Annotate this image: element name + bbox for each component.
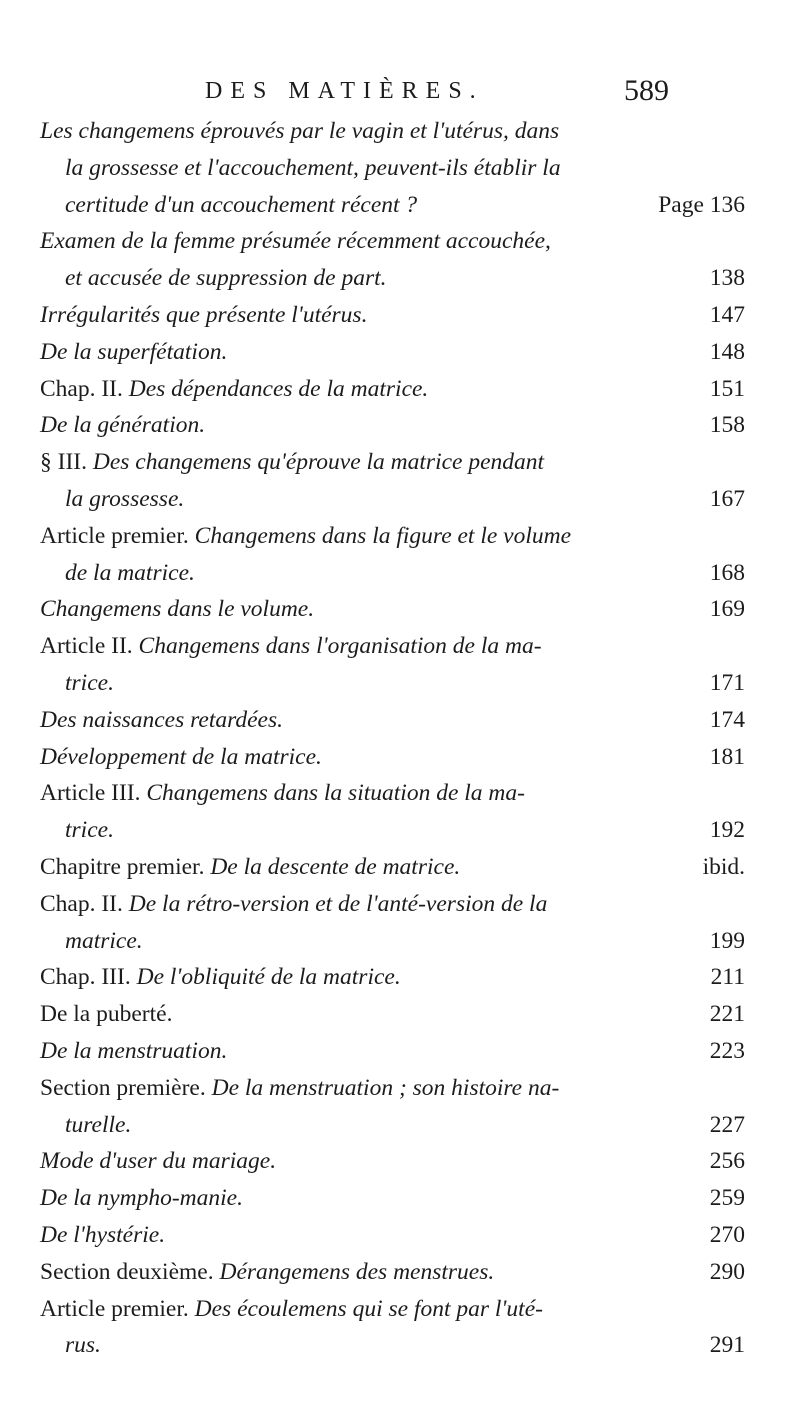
toc-entry-text [40,959,401,996]
entry-title: certitude d'un accouchement récent ? [65,191,418,218]
toc-page-ref: 138 [709,265,745,292]
toc-page-ref: 171 [709,669,745,696]
entry-label: Section deuxième. [40,1258,220,1285]
toc-line [40,297,745,334]
toc-line [40,407,745,444]
toc-entry-text [40,628,542,665]
toc-line [40,959,745,996]
entry-title: De la nympho-manie. [40,1185,243,1212]
toc-page-ref: 270 [709,1221,745,1248]
entry-label: Article III. [40,780,147,807]
toc-entry-text [40,444,544,481]
running-head [0,74,800,114]
toc-page-ref: 168 [709,559,745,586]
entry-title: Des dépendances de la matrice. [128,375,429,402]
toc-entry-text [40,334,227,371]
toc-line [40,518,745,555]
toc-entry-text [40,1217,165,1254]
toc-line [40,886,745,923]
toc-page-ref: 211 [710,964,745,991]
toc-line [40,702,745,739]
toc-entry-text [40,591,314,628]
toc-page-ref: 223 [709,1037,745,1064]
entry-title: Changemens dans l'organisation de la ma- [138,633,542,660]
toc-entry-text [40,1254,494,1291]
entry-label: Article II. [40,633,139,660]
entry-title: Les changemens éprouvés par le vagin et l'utérus, dans [40,118,560,144]
toc-line [40,481,745,518]
entry-title: la grossesse et l'accouchement, peuvent-ils établir la [65,154,561,181]
toc-page-ref: 290 [709,1258,745,1285]
entry-title: turelle. [65,1111,132,1138]
entry-title: la grossesse. [65,485,185,512]
toc-line [40,1107,745,1144]
table-of-contents [40,113,745,1364]
toc-entry-text [40,1070,559,1107]
toc-line [40,739,745,776]
toc-line [40,923,745,960]
toc-entry-text [65,1327,101,1364]
toc-line [40,113,745,150]
toc-line [40,1327,745,1364]
toc-page-ref: 167 [709,485,745,512]
entry-label: De la puberté. [40,1001,173,1028]
toc-page-ref: 256 [709,1148,745,1175]
toc-entry-text [65,923,143,960]
toc-line [40,812,745,849]
toc-line [40,996,745,1033]
toc-entry-text [65,665,114,702]
toc-line [40,591,745,628]
toc-entry-text [65,555,195,592]
entry-title: De la génération. [40,412,206,439]
toc-page-ref: 158 [709,412,745,439]
entry-title: Changemens dans la figure et le volume [194,522,572,549]
toc-line [40,1291,745,1328]
toc-entry-text [40,739,322,776]
entry-label: Section première. [40,1074,212,1101]
toc-entry-text [40,113,559,150]
toc-entry-text [40,996,172,1033]
toc-page-ref: 259 [709,1185,745,1212]
entry-title: trice. [65,817,114,844]
entry-label: Article premier. [40,522,195,549]
toc-entry-text [65,150,561,187]
entry-title: Des naissances retardées. [40,706,284,733]
toc-line [40,1143,745,1180]
toc-page-ref: 181 [709,743,745,770]
entry-title: Des changemens qu'éprouve la matrice pendant [92,449,545,476]
entry-label: Article premier. [40,1295,195,1322]
toc-page-ref: 221 [709,1001,745,1028]
entry-label: Chap. II. [40,890,129,917]
toc-line [40,334,745,371]
entry-title: Des écoulemens qui se font par l'uté- [194,1295,543,1322]
toc-entry-text [40,849,460,886]
toc-line [40,1070,745,1107]
entry-title: Développement de la matrice. [40,743,322,770]
toc-line [40,371,745,408]
running-head-title: DES MATIÈRES. [205,78,484,104]
toc-entry-text [40,371,428,408]
toc-line [40,223,745,260]
toc-entry-text [40,297,367,334]
toc-line [40,555,745,592]
toc-entry-text [65,481,184,518]
entry-title: matrice. [65,927,143,954]
entry-title: De la menstruation. [40,1037,228,1064]
entry-label: § III. [40,449,93,476]
toc-entry-text [40,1143,276,1180]
toc-entry-text [65,187,417,224]
toc-line [40,849,745,886]
toc-entry-text [65,812,114,849]
entry-title: rus. [65,1332,101,1359]
toc-line [40,260,745,297]
toc-line [40,1033,745,1070]
entry-title: et accusée de suppression de part. [65,265,387,292]
toc-entry-text [65,260,387,297]
toc-line [40,1217,745,1254]
toc-entry-text [65,1107,131,1144]
toc-page-ref: 148 [709,338,745,365]
toc-line [40,187,745,224]
toc-page-ref: 199 [709,927,745,954]
entry-label: Chap. III. [40,964,137,991]
toc-page-ref: 151 [709,375,745,402]
entry-label: Chapitre premier. [40,853,211,880]
entry-label: Chap. II. [40,375,129,402]
toc-entry-text [40,775,525,812]
toc-entry-text [40,223,551,260]
toc-page-ref: 291 [709,1332,745,1359]
toc-page-ref: 227 [709,1111,745,1138]
toc-line [40,665,745,702]
toc-line [40,1180,745,1217]
toc-entry-text [40,1291,543,1328]
entry-title: De la superfétation. [40,338,228,365]
toc-line [40,775,745,812]
page-number: 589 [624,74,669,107]
toc-line [40,628,745,665]
toc-page-ref: 147 [709,301,745,328]
entry-title: Examen de la femme présumée récemment accouchée, [40,228,551,255]
toc-line [40,444,745,481]
entry-title: de la matrice. [65,559,195,586]
toc-entry-text [40,702,283,739]
entry-title: Changemens dans la situation de la ma- [146,780,525,807]
entry-title: De la rétro-version et de l'anté-version de la [128,890,548,917]
toc-line [40,1254,745,1291]
entry-title: Dérangemens des menstrues. [219,1258,495,1285]
entry-title: Changemens dans le volume. [40,596,315,623]
toc-entry-text [40,407,205,444]
entry-title: De l'hystérie. [40,1221,166,1248]
toc-page-ref: 192 [709,817,745,844]
entry-title: trice. [65,669,114,696]
entry-title: Irrégularités que présente l'utérus. [40,301,368,328]
toc-line [40,150,745,187]
toc-page-ref: 169 [709,596,745,623]
entry-title: De la descente de matrice. [210,853,461,880]
toc-entry-text [40,1180,243,1217]
toc-page-ref: 174 [709,706,745,733]
toc-entry-text [40,518,571,555]
toc-entry-text [40,886,547,923]
entry-title: De l'obliquité de la matrice. [136,964,401,991]
toc-page-ref: Page 136 [658,191,745,218]
entry-title: De la menstruation ; son histoire na- [211,1074,560,1101]
toc-page-ref: ibid. [702,853,745,880]
toc-entry-text [40,1033,227,1070]
entry-title: Mode d'user du mariage. [40,1148,277,1175]
